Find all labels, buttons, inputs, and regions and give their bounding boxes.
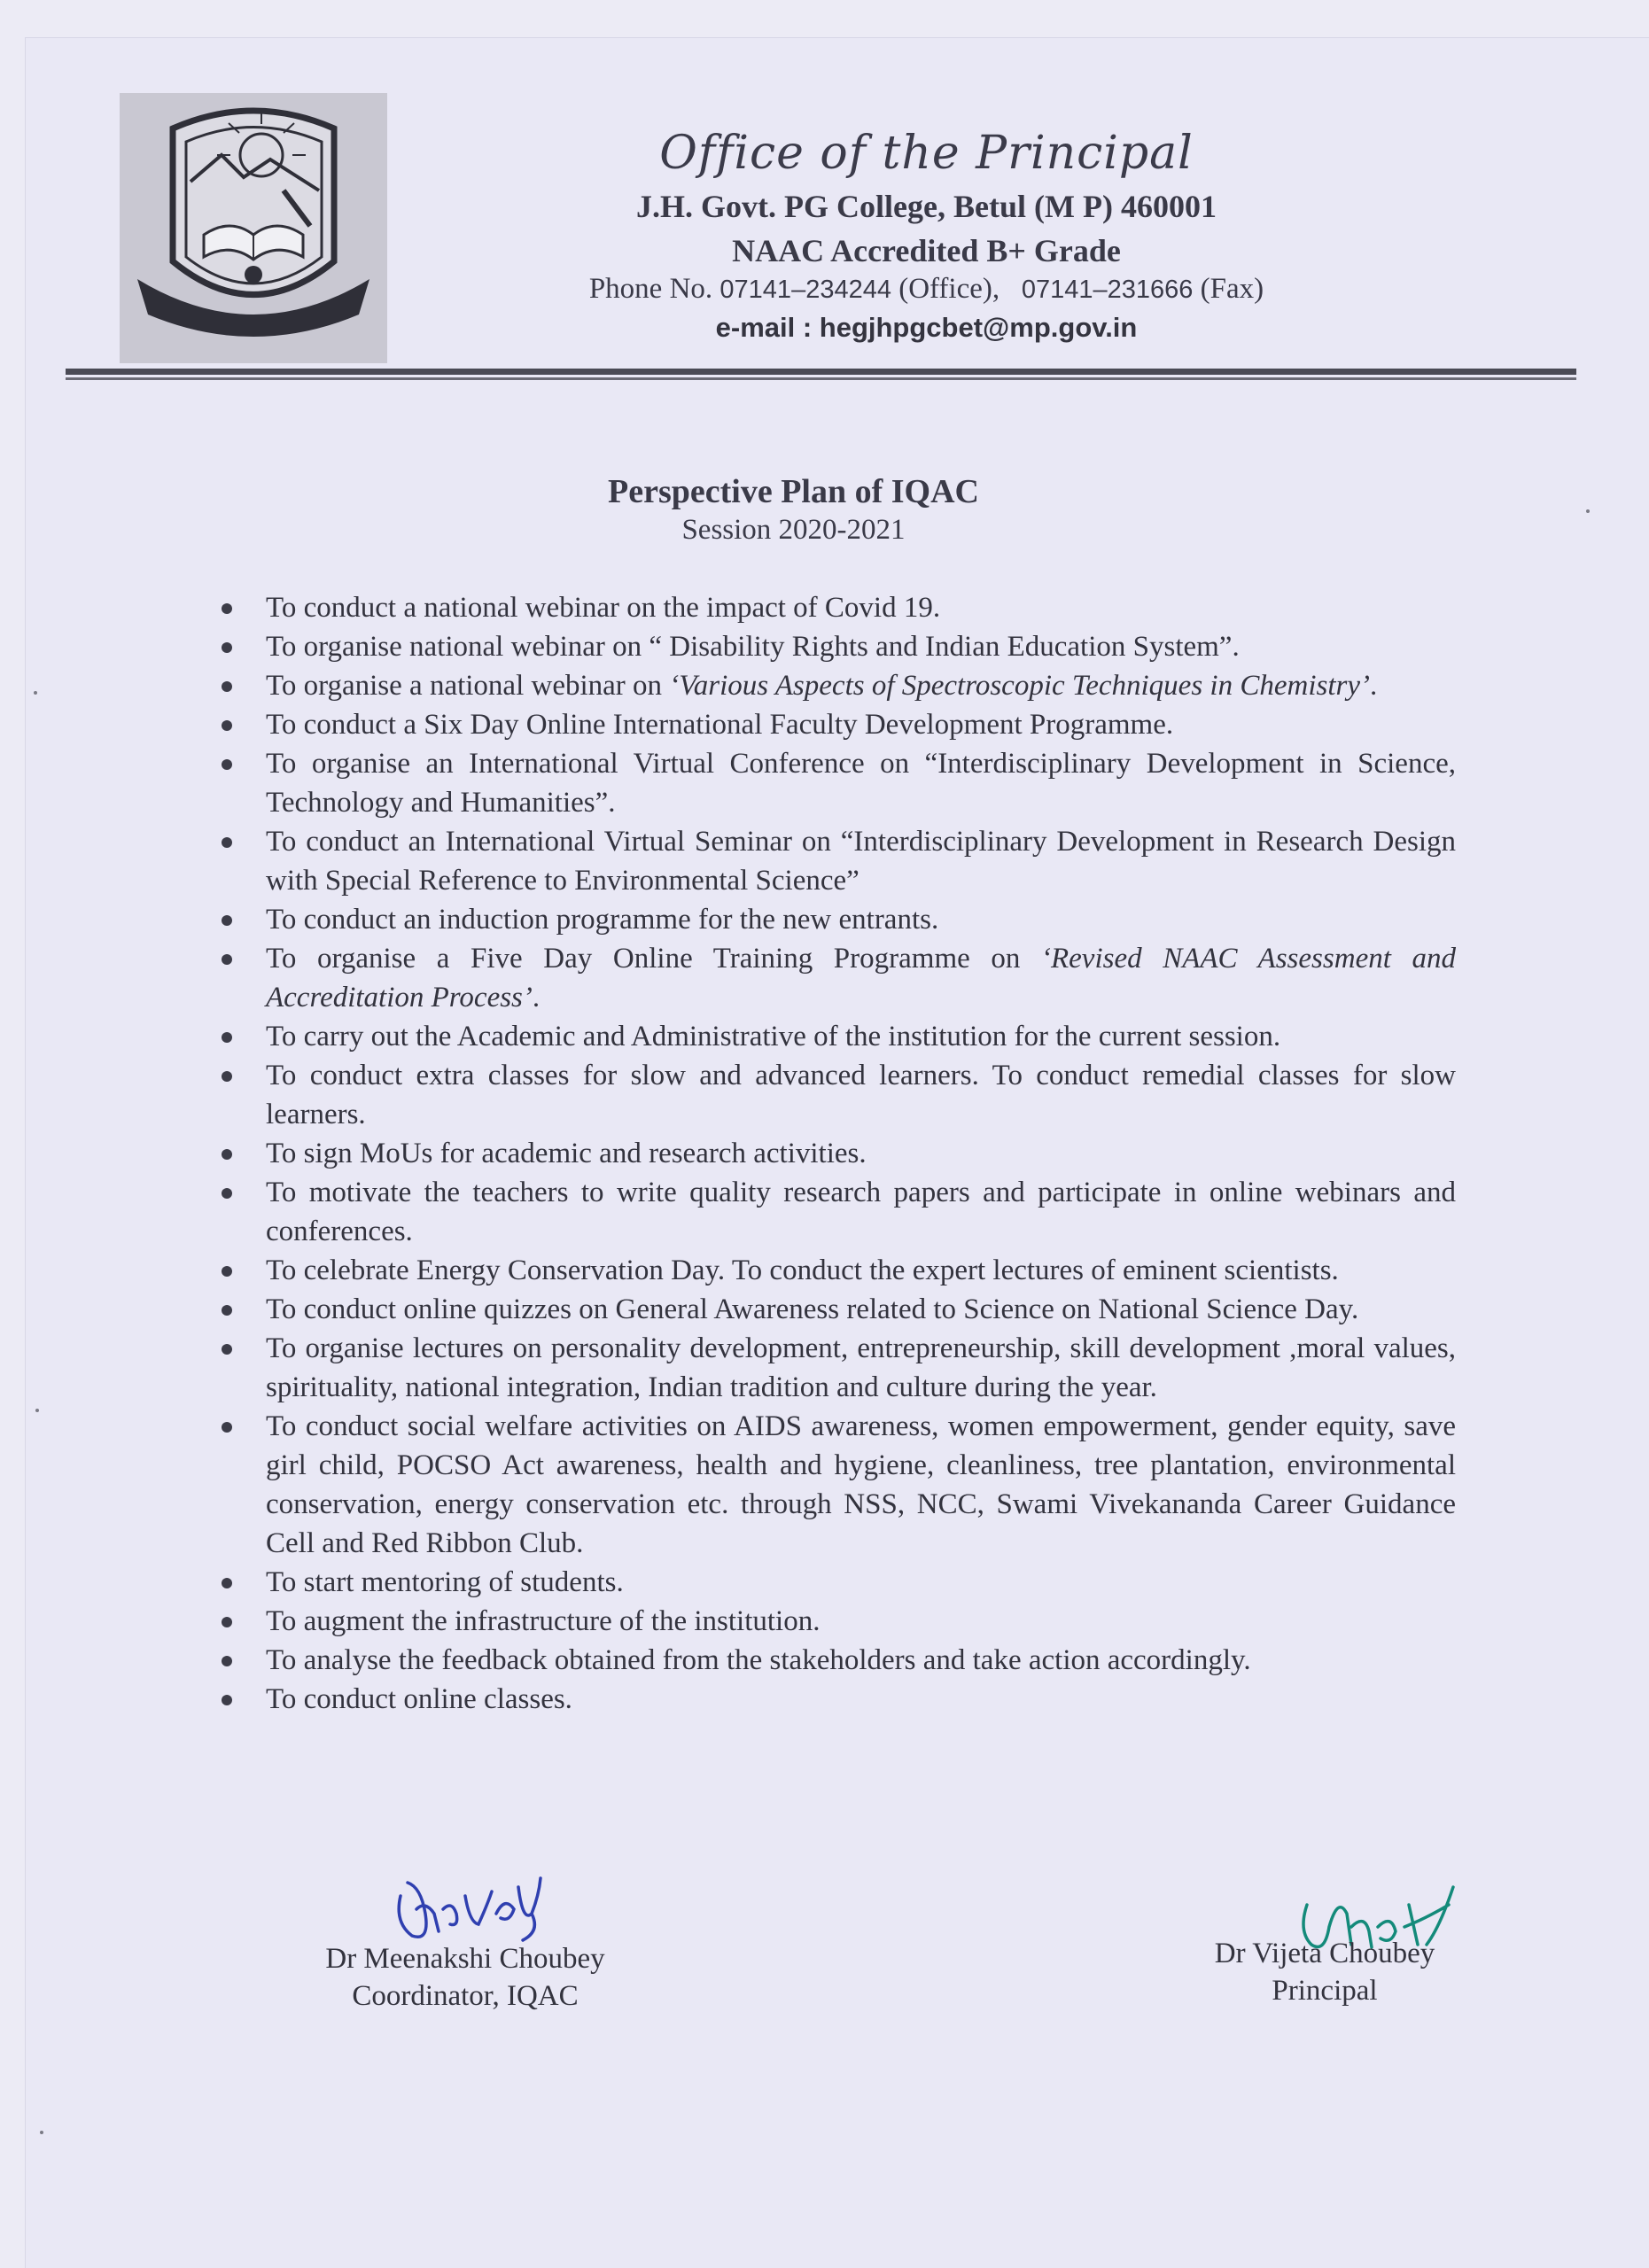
letterhead-college-name: J.H. Govt. PG College, Betul (M P) 460001: [636, 189, 1217, 224]
plan-item-text: To augment the infrastructure of the institution.: [266, 1605, 821, 1637]
plan-item: [266, 1173, 1456, 1251]
phone-label: Phone No.: [588, 273, 713, 305]
scan-speck: [34, 691, 37, 695]
letterhead-divider-thin: [66, 377, 1576, 380]
plan-item-text: To conduct an induction programme for the new entrants.: [266, 904, 939, 936]
letterhead-email: e-mail : hegjhpgcbet@mp.gov.in: [715, 312, 1138, 343]
plan-item: [266, 822, 1456, 900]
plan-item: [266, 1134, 1456, 1173]
scan-speck: [35, 1409, 39, 1412]
plan-item-text: To organise national webinar on “ Disability Rights and Indian Education System”.: [266, 631, 1240, 663]
phone-fax-tag: (Fax): [1200, 273, 1264, 305]
plan-item: [266, 1056, 1456, 1134]
plan-item-text: To conduct online quizzes on General Awareness related to Science on National Science Day.: [266, 1293, 1359, 1325]
plan-item: [266, 705, 1456, 744]
plan-item-text: To carry out the Academic and Administrative of the institution for the current session.: [266, 1021, 1281, 1052]
plan-item-text: To analyse the feedback obtained from the stakeholders and take action accordingly.: [266, 1644, 1251, 1676]
coordinator-name: Dr Meenakshi Choubey: [325, 1943, 605, 1975]
plan-item-tail: .: [1369, 670, 1378, 702]
principal-role: Principal: [1272, 1975, 1378, 2007]
plan-list: [266, 588, 1456, 1719]
plan-item-text: To conduct an International Virtual Seminar on “Interdisciplinary Development in Research Design with Special Reference to Environmental Science”: [266, 826, 1456, 897]
plan-item-text: To sign MoUs for academic and research activities.: [266, 1138, 867, 1169]
plan-item-text: To organise a Five Day Online Training Programme on: [266, 943, 1041, 975]
plan-item-text: To start mentoring of students.: [266, 1566, 624, 1598]
signature-block-principal: [1187, 1935, 1462, 2009]
letterhead-accreditation: NAAC Accredited B+ Grade: [732, 233, 1121, 268]
plan-item-text: To conduct online classes.: [266, 1683, 572, 1715]
plan-item: [266, 1602, 1456, 1641]
signature-block-coordinator: [306, 1940, 625, 2015]
plan-item: [266, 1251, 1456, 1290]
plan-item-text: To motivate the teachers to write quality research papers and participate in online webinars and conferences.: [266, 1177, 1456, 1247]
plan-item-text: To conduct a national webinar on the impact of Covid 19.: [266, 592, 941, 624]
letterhead-divider: [66, 369, 1576, 375]
plan-item: [266, 588, 1456, 627]
plan-item-italic-title: ‘Various Aspects of Spectroscopic Techniques in Chemistry’: [669, 670, 1370, 702]
plan-item: [266, 666, 1456, 705]
document-session: Session 2020-2021: [681, 514, 906, 546]
plan-item: [266, 627, 1456, 666]
plan-item-text: To organise a national webinar on: [266, 670, 670, 702]
plan-item-text: To celebrate Energy Conservation Day. To conduct the expert lectures of eminent scientists.: [266, 1254, 1339, 1286]
plan-item: [266, 939, 1456, 1017]
document-title: Perspective Plan of IQAC: [608, 473, 979, 510]
plan-item: [266, 1290, 1456, 1329]
plan-item: [266, 1407, 1456, 1563]
plan-item: [266, 1680, 1456, 1719]
plan-item-text: To conduct extra classes for slow and advanced learners. To conduct remedial classes for slow learners.: [266, 1060, 1456, 1130]
signature-coordinator: [390, 1860, 549, 1945]
phone-fax-number: 07141–231666: [1021, 276, 1194, 304]
plan-item: [266, 1563, 1456, 1602]
plan-item-text: To conduct a Six Day Online International Faculty Development Programme.: [266, 709, 1174, 741]
plan-item-tail: .: [532, 982, 541, 1014]
scan-speck: [1586, 509, 1590, 513]
plan-item: [266, 1641, 1456, 1680]
plan-item: [266, 1329, 1456, 1407]
coordinator-role: Coordinator, IQAC: [352, 1980, 579, 2012]
letterhead-office-title: Office of the Principal: [659, 127, 1194, 180]
plan-item-text: To organise lectures on personality development, entrepreneurship, skill development ,moral values, spirituality, national integration, Indian tradition and culture during the year.: [266, 1332, 1456, 1403]
phone-office-number: 07141–234244: [719, 276, 891, 304]
plan-item-text: To conduct social welfare activities on AIDS awareness, women empowerment, gender equity, save girl child, POCSO Act awareness, health and hygiene, cleanliness, tree plantation, environmental conservation, energy conservation etc. through NSS, NCC, Swami Vivekananda Career Guidance Cell and Red Ribbon Club.: [266, 1410, 1456, 1559]
letterhead-phone: [0, 273, 1649, 306]
plan-item: [266, 900, 1456, 939]
phone-office-tag: (Office),: [898, 273, 1000, 305]
plan-item-italic-title: ‘Revised NAAC Assessment and Accreditation Process’: [266, 943, 1456, 1014]
plan-item: [266, 744, 1456, 822]
scan-speck: [40, 2131, 43, 2134]
principal-name: Dr Vijeta Choubey: [1214, 1938, 1435, 1969]
plan-item-text: To organise an International Virtual Conference on “Interdisciplinary Development in Science, Technology and Humanities”.: [266, 748, 1456, 819]
plan-item: [266, 1017, 1456, 1056]
